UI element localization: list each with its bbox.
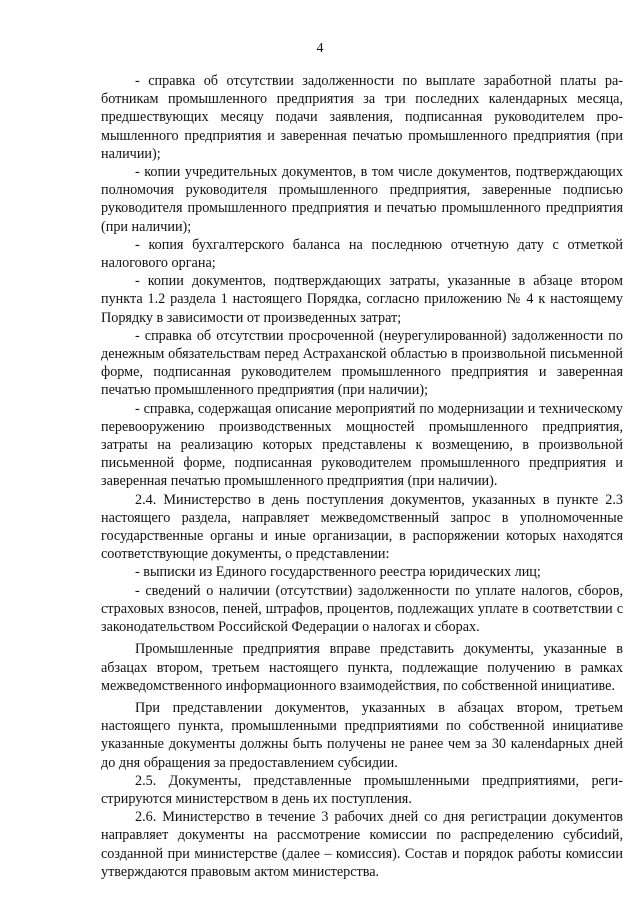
paragraph-tax-debt-info: - сведений о наличии (отсутствии) задолженности по уплате налогов, сборов, страховых взносов, пеней, штрафов, процентов, подлежащих уплате в соответствии с законодательством Российской Федерации о налогах и сборах. (101, 582, 623, 636)
paragraph-modernization-certificate: - справка, содержащая описание мероприятий по модернизации и техническому перевооружению производственных мощностей промышленного предприятия, затраты на реализацию которых представлены к возмещению, в произвольной письменной форме, подписанная руководителем промышленного предприятия и заверенная печатью промышленного предприятия (при наличии). (101, 400, 623, 490)
paragraph-salary-debt-certificate: - справка об отсутствии задолженности по выплате заработной платы работникам промышленного предприятия за три последних календарных месяца, предшествующих месяцу подачи заявления, подписанная руководителем промышленного предприятия и заверенная печатью промышленного предприятия (при наличии); (101, 73, 623, 162)
paragraph-expense-documents: - копии документов, подтверждающих затраты, указанные в абзаце втором пункта 1.2 раздела 1 настоящего Порядка, согласно приложению № 4 к настоящему Порядку в зависимости от произведенных затрат; (101, 273, 623, 326)
document-body (101, 72, 623, 881)
paragraph-section-2-5: 2.5. Документы, представленные промышленными предприятиями, регистрируются министерством в день их поступления. (101, 772, 623, 807)
paragraph-own-initiative: Промышленные предприятия вправе представить документы, указанные в абзацах втором, третьем настоящего пункта, подлежащие получению в рамках межведомственного информационного взаимодействия, по собственной инициативе. (101, 641, 623, 694)
paragraph-section-2-6: 2.6. Министерство в течение 3 рабочих дней со дня регистрации документов направляет документы на рассмотрение комиссии по распределению субсиdий, созданной при министерстве (далее – комиссия). Состав и порядок работы комиссии утверждаются правовым актом министерства. (101, 809, 623, 880)
page-number: 4 (316, 41, 324, 56)
paragraph-submission-deadline: При представлении документов, указанных в абзацах втором, третьем настоящего пункта, промышленными предприятиями по собственной инициативе указанные документы должны быть получены не ранее чем за 30 каленdарных дней до дня обращения за предоставлением субсидии. (101, 699, 623, 771)
paragraph-state-register-extract: - выписки из Единого государственного реестра юридических лиц; (135, 564, 541, 581)
paragraph-balance-sheet: - копия бухгалтерского баланса на последнюю отчетную дату с отметкой налогового органа; (101, 236, 623, 272)
paragraph-overdue-debt-certificate: - справка об отсутствии просроченной (неурегулированной) задолженности по денежным обязательствам перед Астраханской областью в произвольной письменной форме, подписанная руководителем промышленного предприятия и заверенная печатью промышленного предприятия (при наличии); (101, 327, 623, 399)
paragraph-section-2-4: 2.4. Министерство в день поступления документов, указанных в пункте 2.3 настоящего раздела, направляет межведомственный запрос в уполномоченные государственные органы и иные организации, в распоряжении которых находятся соответствующие документы, о представлении: (101, 491, 623, 563)
paragraph-founding-documents: - копии учредительных документов, в том числе документов, подтверждающих полномочия руководителя промышленного предприятия, заверенные подписью руководителя промышленного предприятия и печатью промышленного предприятия (при наличии); (101, 164, 623, 235)
